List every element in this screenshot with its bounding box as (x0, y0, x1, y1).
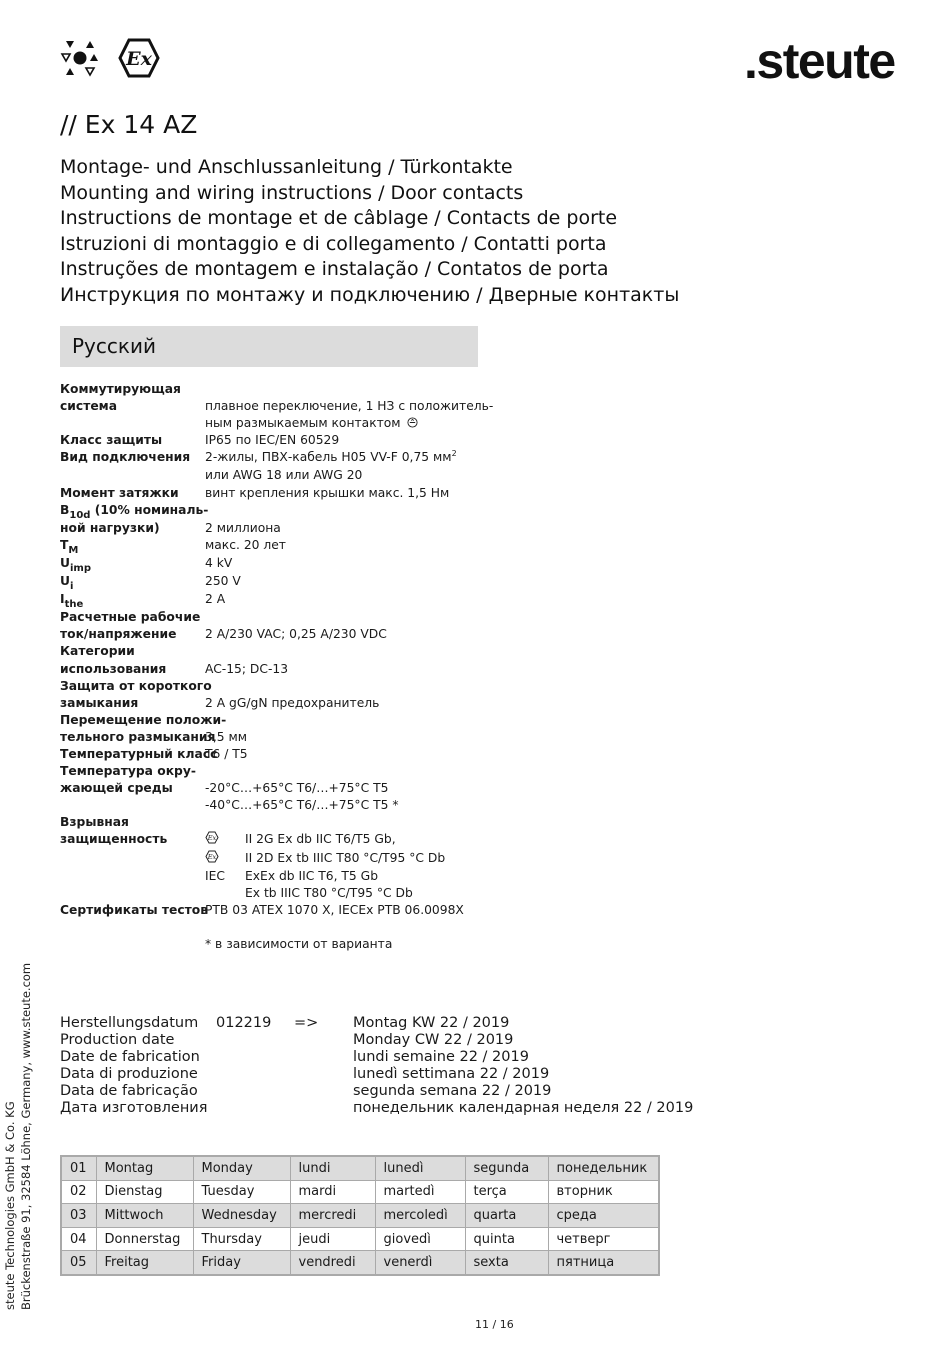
table-cell: quarta (465, 1204, 548, 1228)
table-row (61, 1227, 659, 1251)
weekday-table (60, 1155, 660, 1276)
subtitle-it: Istruzioni di montaggio e di collegamento / Contatti porta (60, 232, 607, 255)
page-number: 11 / 16 (475, 1318, 514, 1331)
spec-value: IP65 по IEC/EN 60529 (205, 433, 340, 448)
spec-list (60, 381, 493, 953)
spec-value: II 2D Ex tb IIIC T80 °C/T95 °C Db (245, 850, 446, 865)
subtitle-fr: Instructions de montage et de câblage / Contacts de porte (60, 207, 618, 230)
svg-text:Ex: Ex (207, 852, 217, 861)
svg-text:Ex: Ex (207, 834, 217, 843)
spec-row (60, 432, 493, 449)
language-header (60, 326, 478, 367)
spec-row (60, 780, 493, 797)
production-label: Data de fabricação (60, 1083, 198, 1100)
spec-row (60, 661, 493, 678)
spec-value: ным размыкаемым контактом (205, 416, 401, 431)
table-cell: четверг (548, 1227, 659, 1251)
spec-value: 2 A (205, 592, 226, 607)
header-symbols (60, 38, 160, 78)
ex-mark-icon (205, 831, 219, 844)
spec-row (60, 643, 493, 660)
spec-label: защищенность (60, 832, 168, 847)
table-cell: giovedì (375, 1227, 465, 1251)
table-cell: 03 (61, 1204, 96, 1228)
table-cell: вторник (548, 1180, 659, 1204)
spec-label: Перемещение положи- (60, 712, 227, 727)
spec-row (60, 814, 493, 831)
spec-value: 250 V (205, 574, 241, 589)
spec-value: 2-жилы, ПВХ-кабель H05 VV-F 0,75 мм (205, 450, 452, 465)
spec-label: $U_{imp}$ (60, 555, 92, 574)
table-cell: Freitag (96, 1251, 193, 1275)
production-value: Montag KW 22 / 2019 (353, 1015, 510, 1031)
spec-value: PTB 03 ATEX 1070 X, IECEx PTB 06.0098X (205, 902, 464, 917)
spec-row (60, 485, 493, 502)
spec-value: или AWG 18 или AWG 20 (205, 468, 363, 483)
spec-label: Сертификаты тестов (60, 902, 209, 917)
spec-row (60, 797, 493, 814)
company-address: Brückenstraße 91, 32584 Löhne, Germany, www.steute.com (19, 962, 33, 1310)
table-cell: Friday (193, 1251, 290, 1275)
spec-label: Температурный класс (60, 746, 218, 761)
company-name: steute Technologies GmbH & Co. KG (3, 1101, 17, 1310)
table-cell: mardi (290, 1180, 375, 1204)
table-cell: Wednesday (193, 1204, 290, 1228)
spec-row (60, 467, 493, 484)
table-row (61, 1156, 659, 1180)
positive-break-icon (407, 417, 418, 428)
spec-label: Категории (60, 644, 135, 659)
spec-row (60, 591, 493, 609)
table-cell: venerdì (375, 1251, 465, 1275)
table-row (61, 1204, 659, 1228)
table-cell: martedì (375, 1180, 465, 1204)
spec-label: Температура окру- (60, 764, 196, 779)
spec-value: 2 A/230 VAC; 0,25 A/230 VDC (205, 627, 387, 642)
spec-row (60, 936, 493, 953)
footnote: * в зависимости от варианта (205, 937, 393, 951)
spec-value: ExEx db IIC T6, T5 Gb (245, 868, 379, 883)
table-cell: quinta (465, 1227, 548, 1251)
spec-label: замыкания (60, 695, 139, 710)
document-title: // Ex 14 AZ (60, 110, 198, 139)
table-cell: Thursday (193, 1227, 290, 1251)
production-date-block (60, 1015, 693, 1118)
spec-label: использования (60, 661, 167, 676)
spec-value: 4 kV (205, 555, 233, 570)
table-cell: vendredi (290, 1251, 375, 1275)
ex-hexagon-icon (118, 38, 160, 78)
spec-value: -20°C…+65°C T6/…+75°C T5 (205, 781, 389, 796)
spec-label: жающей среды (60, 781, 173, 796)
spec-label: $T_M$ (60, 537, 79, 556)
table-cell: 04 (61, 1227, 96, 1251)
table-cell: mercoledì (375, 1204, 465, 1228)
spec-label: $U_i$ (60, 574, 74, 593)
spec-row (60, 695, 493, 712)
spec-label: $I_{the}$ (60, 592, 84, 611)
table-cell: пятница (548, 1251, 659, 1275)
spec-row (60, 573, 493, 591)
production-value: lundi semaine 22 / 2019 (353, 1049, 529, 1066)
spec-row (60, 398, 493, 415)
spec-label: Класс защиты (60, 433, 163, 448)
spec-label: Защита от короткого (60, 678, 212, 693)
subtitle-list (60, 155, 679, 309)
spec-row (60, 868, 493, 885)
table-cell: Tuesday (193, 1180, 290, 1204)
production-label: Date de fabrication (60, 1049, 200, 1066)
table-cell: terça (465, 1180, 548, 1204)
spec-row (60, 626, 493, 643)
table-cell: mercredi (290, 1204, 375, 1228)
spec-label: ток/напряжение (60, 627, 177, 642)
table-cell: Mittwoch (96, 1204, 193, 1228)
production-label: Herstellungsdatum (60, 1015, 199, 1031)
table-cell: Donnerstag (96, 1227, 193, 1251)
spec-row (60, 609, 493, 626)
spec-label: Момент затяжки (60, 485, 179, 500)
spec-row (60, 678, 493, 695)
spec-label: $B_{10d}$ (10% номиналь- (60, 502, 209, 521)
production-label: Production date (60, 1032, 175, 1049)
spec-row (60, 850, 493, 868)
ex-mark-icon (205, 850, 219, 863)
table-cell: sexta (465, 1251, 548, 1275)
spec-row (60, 712, 493, 729)
table-row (61, 1180, 659, 1204)
production-value: понедельник календарная неделя 22 / 2019 (353, 1100, 694, 1117)
spec-row (60, 537, 493, 555)
table-cell: 05 (61, 1251, 96, 1275)
spec-label: тельного размыкания (60, 729, 216, 744)
spec-row (60, 520, 493, 537)
table-cell: Montag (96, 1156, 193, 1180)
spec-value: 2 миллиона (205, 520, 281, 535)
subtitle-ru: Инструкция по монтажу и подключению / Дверные контакты (60, 283, 680, 306)
iec-label: IEC (205, 868, 225, 883)
spec-value: -40°C…+65°C T6/…+75°C T5 * (205, 798, 399, 813)
spec-label: Расчетные рабочие (60, 610, 201, 625)
spec-row (60, 415, 493, 432)
table-cell: segunda (465, 1156, 548, 1180)
spec-row (60, 729, 493, 746)
production-label: Дата изготовления (60, 1100, 208, 1117)
hazard-dots-icon (60, 38, 100, 78)
table-cell: 02 (61, 1180, 96, 1204)
language-label: Русский (72, 334, 156, 358)
spec-value: II 2G Ex db IIC T6/T5 Gb, (245, 832, 396, 847)
production-value: segunda semana 22 / 2019 (353, 1083, 552, 1100)
subtitle-pt: Instruções de montagem e instalação / Contatos de porta (60, 258, 609, 281)
svg-text:Ex: Ex (126, 48, 152, 70)
production-code: 012219 (216, 1015, 272, 1031)
spec-value: T6 / T5 (205, 746, 248, 761)
production-label: Data di produzione (60, 1066, 198, 1083)
spec-value: 3,5 мм (205, 729, 248, 744)
steute-logo: .steute (744, 33, 895, 89)
spec-row (60, 502, 493, 520)
spec-row (60, 885, 493, 902)
spec-row (60, 555, 493, 573)
spec-row (60, 746, 493, 763)
table-cell: понедельник (548, 1156, 659, 1180)
table-cell: 01 (61, 1156, 96, 1180)
table-cell: lunedì (375, 1156, 465, 1180)
subtitle-en: Mounting and wiring instructions / Door contacts (60, 181, 524, 204)
spec-value: AC-15; DC-13 (205, 661, 289, 676)
spec-value: плавное переключение, 1 НЗ с положитель- (205, 399, 494, 414)
spec-row (60, 381, 493, 398)
table-row (61, 1251, 659, 1275)
production-arrow: => (294, 1015, 319, 1031)
spec-label: ной нагрузки) (60, 520, 160, 535)
spec-row (60, 831, 493, 849)
table-cell: Dienstag (96, 1180, 193, 1204)
spec-row: Вид подключения 2-жилы, ПВХ-кабель H05 VV-F 0,75 $мм^2$ (60, 449, 493, 467)
spec-label: Вид подключения (60, 450, 191, 465)
spec-value: 2 A gG/gN предохранитель (205, 695, 380, 710)
spec-label: система (60, 399, 118, 414)
spec-row (60, 763, 493, 780)
spec-label: Взрывная (60, 815, 129, 830)
spec-value: макс. 20 лет (205, 537, 286, 552)
table-cell: lundi (290, 1156, 375, 1180)
table-cell: jeudi (290, 1227, 375, 1251)
production-value: Monday CW 22 / 2019 (353, 1032, 514, 1049)
spec-value: Ex tb IIIC T80 °C/T95 °C Db (245, 885, 413, 900)
spec-label: Коммутирующая (60, 382, 181, 396)
table-cell: среда (548, 1204, 659, 1228)
table-cell: Monday (193, 1156, 290, 1180)
production-value: lunedì settimana 22 / 2019 (353, 1066, 550, 1083)
subtitle-de: Montage- und Anschlussanleitung / Türkontakte (60, 156, 513, 178)
spec-row (60, 902, 493, 919)
spec-value: винт крепления крышки макс. 1,5 Нм (205, 485, 450, 500)
